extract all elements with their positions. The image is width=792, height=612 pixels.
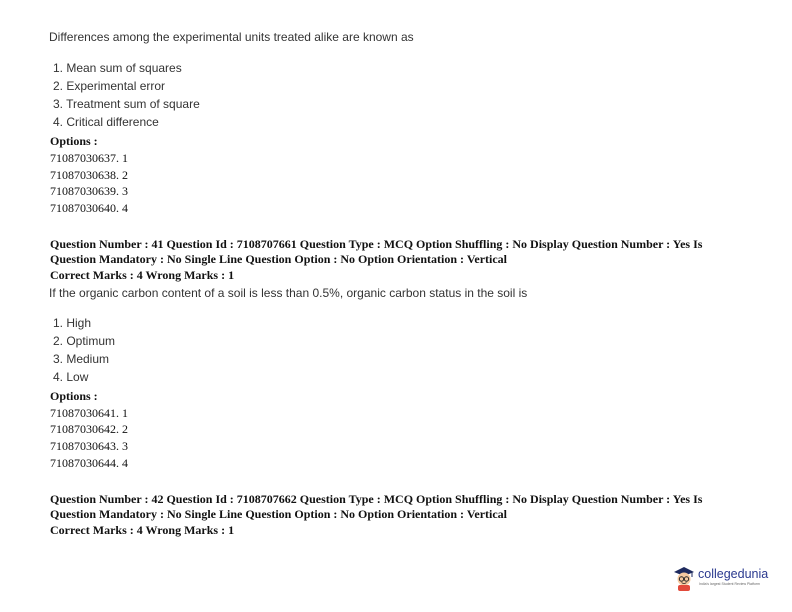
option-id: 71087030640. 4	[50, 201, 128, 215]
question-meta: Question Mandatory : No Single Line Question Option : No Option Orientation : Vertical	[50, 252, 508, 266]
logo-tagline: India's largest Student Review Platform	[699, 582, 760, 586]
question-text: If the organic carbon content of a soil is less than 0.5%, organic carbon status in the soil is	[49, 286, 528, 300]
choice-item: 3. Treatment sum of square	[53, 97, 200, 111]
question-meta: Question Number : 42 Question Id : 7108707662 Question Type : MCQ Option Shuffling : No Display Question Number : Yes Is	[50, 492, 703, 506]
choice-item: 1. High	[53, 316, 92, 330]
collegedunia-logo	[672, 564, 772, 592]
question-marks: Correct Marks : 4 Wrong Marks : 1	[50, 523, 235, 537]
option-id: 71087030642. 2	[50, 422, 128, 436]
choice-item: 4. Low	[53, 370, 89, 384]
mascot-icon	[672, 565, 696, 591]
options-label: Options :	[50, 389, 98, 403]
question-marks: Correct Marks : 4 Wrong Marks : 1	[50, 268, 235, 282]
choice-item: 3. Medium	[53, 352, 110, 366]
question-text: Differences among the experimental units treated alike are known as	[49, 30, 414, 44]
choice-item: 1. Mean sum of squares	[53, 61, 182, 75]
option-id: 71087030644. 4	[50, 456, 128, 470]
option-id: 71087030637. 1	[50, 151, 128, 165]
choice-item: 2. Optimum	[53, 334, 116, 348]
options-label: Options :	[50, 134, 98, 148]
choice-item: 4. Critical difference	[53, 115, 159, 129]
logo-wordmark: collegedunia	[698, 567, 769, 581]
question-meta: Question Mandatory : No Single Line Question Option : No Option Orientation : Vertical	[50, 507, 508, 521]
option-id: 71087030639. 3	[50, 184, 128, 198]
option-id: 71087030643. 3	[50, 439, 128, 453]
option-id: 71087030641. 1	[50, 406, 128, 420]
question-meta: Question Number : 41 Question Id : 7108707661 Question Type : MCQ Option Shuffling : No Display Question Number : Yes Is	[50, 237, 703, 251]
option-id: 71087030638. 2	[50, 168, 128, 182]
choice-item: 2. Experimental error	[53, 79, 166, 93]
